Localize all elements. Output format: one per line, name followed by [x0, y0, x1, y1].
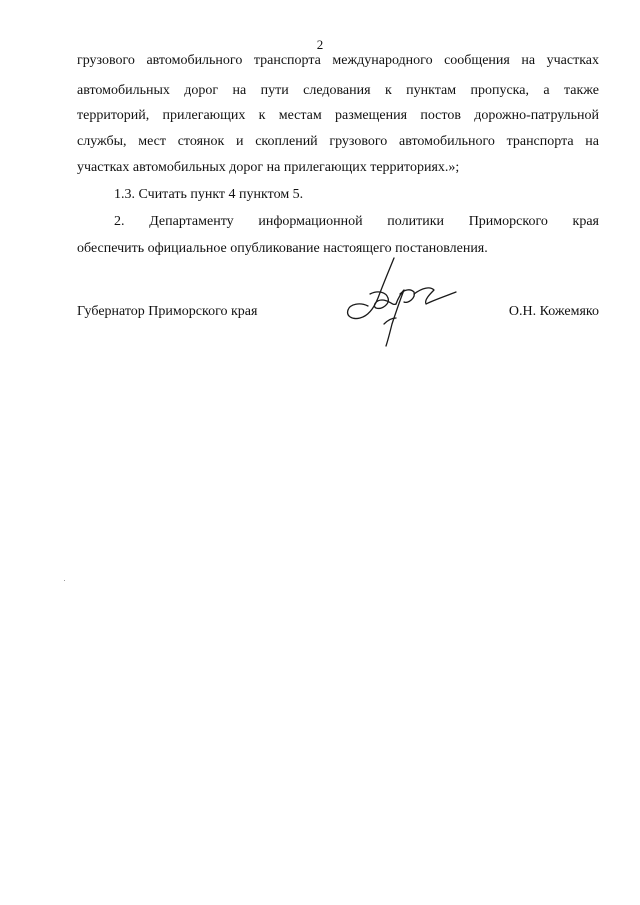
signatory-name: О.Н. Кожемяко — [508, 304, 599, 319]
item-1-3: 1.3. Считать пункт 4 пунктом 5. — [114, 187, 304, 202]
paragraph-line: территорий, прилегающих к местам размещения постов дорожно-патрульной — [77, 108, 599, 123]
item-2-line: 2. Департаменту информационной политики Приморского края — [114, 214, 599, 229]
scan-speck — [64, 580, 65, 581]
paragraph-line: участках автомобильных дорог на прилегающих территориях.»; — [77, 160, 460, 175]
signatory-title: Губернатор Приморского края — [77, 304, 258, 319]
paragraph-line: службы, мест стоянок и скоплений грузового автомобильного транспорта на — [77, 134, 599, 149]
page-number: 2 — [316, 37, 324, 52]
paragraph-line: автомобильных дорог на пути следования к пунктам пропуска, а также — [77, 83, 599, 98]
item-2-line: обеспечить официальное опубликование настоящего постановления. — [77, 241, 488, 256]
handwritten-signature — [334, 254, 464, 350]
paragraph-line: грузового автомобильного транспорта международного сообщения на участках — [77, 53, 599, 68]
